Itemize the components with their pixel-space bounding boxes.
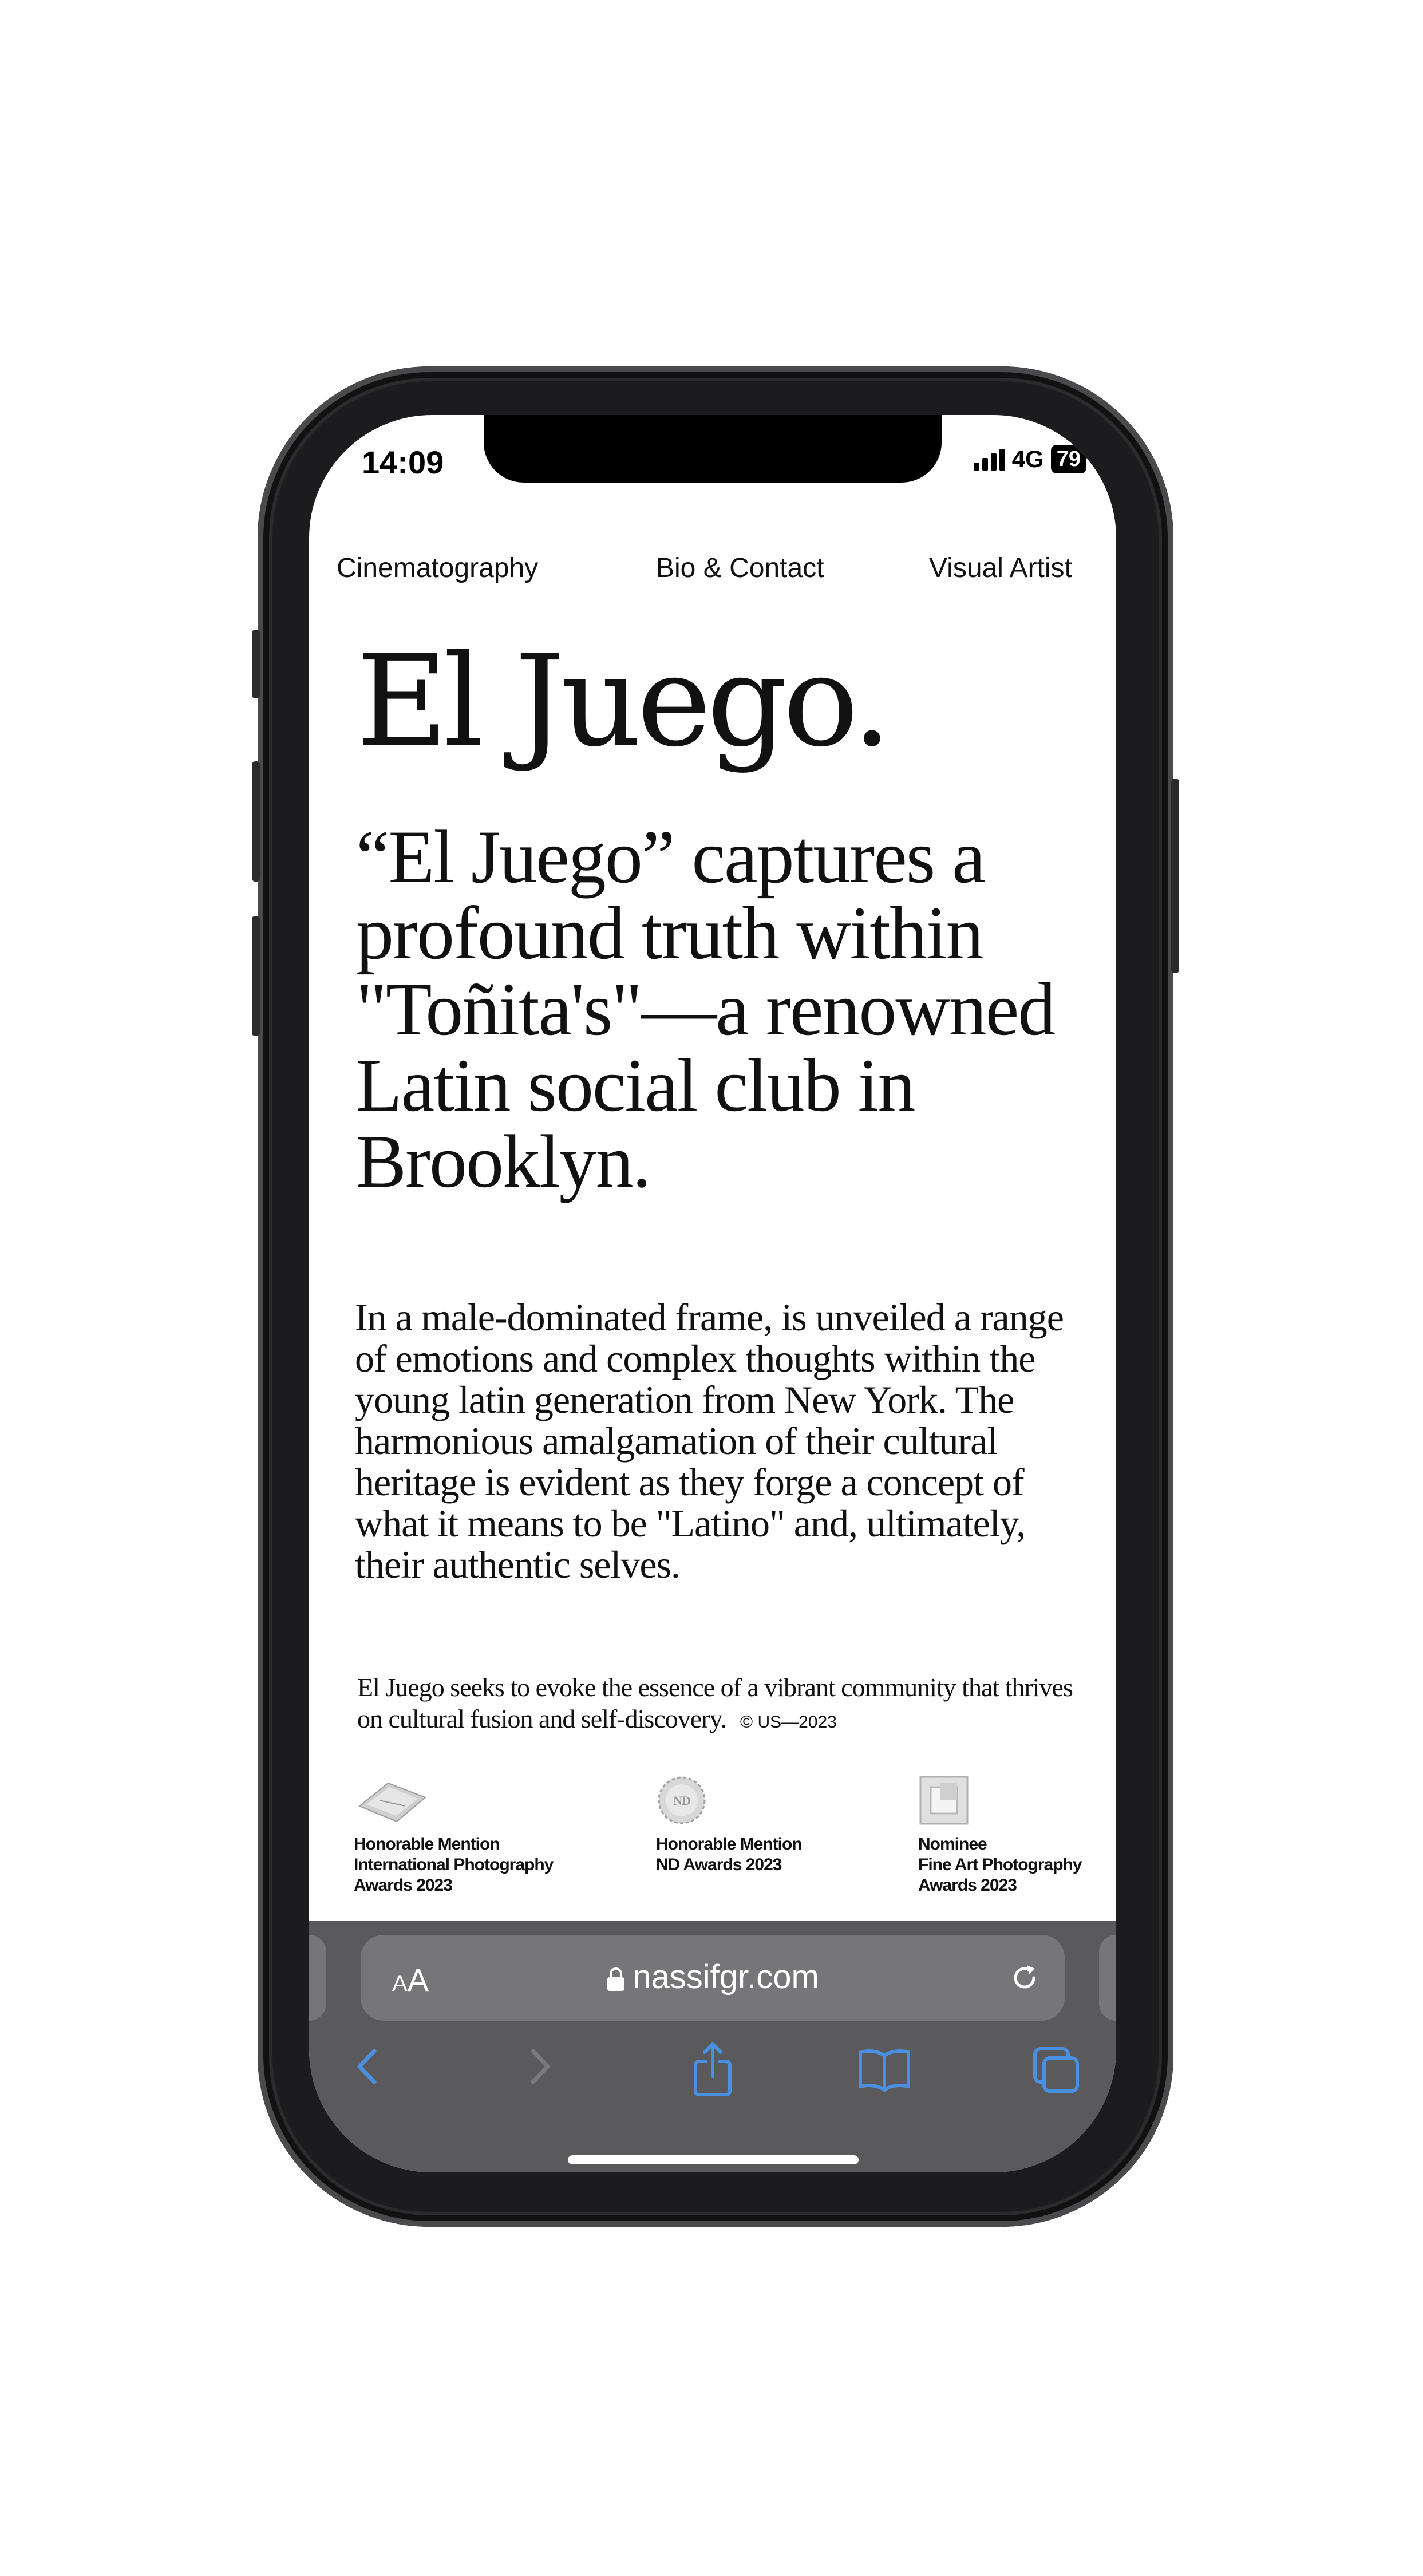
award-item xyxy=(656,1775,802,1875)
tabs-icon[interactable] xyxy=(1030,2041,1082,2098)
address-bar[interactable] xyxy=(361,1935,1065,2021)
battery-icon: 79 xyxy=(1051,445,1086,473)
power-button xyxy=(1171,779,1179,973)
closing-note xyxy=(357,1672,1101,1738)
fine-art-logo-icon xyxy=(918,1775,970,1826)
url-text: nassifgr.com xyxy=(633,1958,819,1996)
status-indicators xyxy=(974,445,1086,473)
notch xyxy=(484,415,942,483)
award-line: Honorable Mention xyxy=(354,1835,500,1854)
headline: “El Juego” captures a profound truth within "Toñita's"—a renowned Latin social club in Brooklyn. xyxy=(356,815,1055,1203)
award-line: Nominee xyxy=(918,1835,987,1854)
nav-link-visual-artist[interactable]: Visual Artist xyxy=(929,553,1072,583)
text-size-big-label: A xyxy=(407,1962,429,1998)
next-tab-pill[interactable] xyxy=(1099,1935,1116,2021)
award-line: Fine Art Photography xyxy=(918,1855,1082,1874)
network-type: 4G xyxy=(1011,445,1044,472)
certificate-icon xyxy=(354,1775,428,1826)
forward-icon[interactable] xyxy=(524,2041,558,2092)
home-indicator[interactable] xyxy=(568,2155,859,2164)
browser-toolbar xyxy=(309,1921,1116,2172)
toolbar-nav xyxy=(309,2041,1116,2104)
award-line: ND Awards 2023 xyxy=(656,1855,782,1874)
share-icon[interactable] xyxy=(690,2041,736,2098)
lock-icon xyxy=(606,1967,626,1992)
back-icon[interactable] xyxy=(349,2041,384,2092)
bookmarks-icon[interactable] xyxy=(856,2041,913,2098)
nav-link-cinematography[interactable]: Cinematography xyxy=(337,553,539,583)
page-title: El Juego. xyxy=(356,628,888,775)
svg-text:ND: ND xyxy=(673,1793,690,1808)
award-item xyxy=(918,1775,1082,1896)
award-line: International Photography xyxy=(354,1855,554,1874)
copyright: © US—2023 xyxy=(740,1713,837,1732)
signal-icon xyxy=(974,448,1005,471)
award-line: Awards 2023 xyxy=(354,1876,452,1895)
closing-note-text: El Juego seeks to evoke the essence of a vibrant community that thrives on cultural fusion and self-discovery. xyxy=(357,1673,1073,1733)
reload-icon[interactable] xyxy=(1007,1961,1042,1995)
award-line: Honorable Mention xyxy=(656,1835,802,1854)
status-time: 14:09 xyxy=(362,444,444,480)
award-item xyxy=(354,1775,553,1896)
url-display[interactable] xyxy=(361,1958,1065,1996)
phone-screen xyxy=(309,415,1116,2172)
volume-down-button xyxy=(252,916,260,1036)
nd-seal-icon xyxy=(656,1775,707,1826)
body-paragraph: In a male-dominated frame, is unveiled a range of emotions and complex thoughts within the young latin generation from New York. The harmonious amalgamation of their cultural heritage is evident as they forge a concept of what it means to be "Latino" and, ultimately, their authentic selves. xyxy=(355,1295,1064,1586)
nav-link-bio-contact[interactable]: Bio & Contact xyxy=(656,553,824,583)
silent-switch xyxy=(252,630,260,698)
volume-up-button xyxy=(252,761,260,882)
text-size-small-label: A xyxy=(392,1971,408,1996)
award-line: Awards 2023 xyxy=(918,1876,1017,1895)
previous-tab-pill[interactable] xyxy=(309,1935,326,2021)
